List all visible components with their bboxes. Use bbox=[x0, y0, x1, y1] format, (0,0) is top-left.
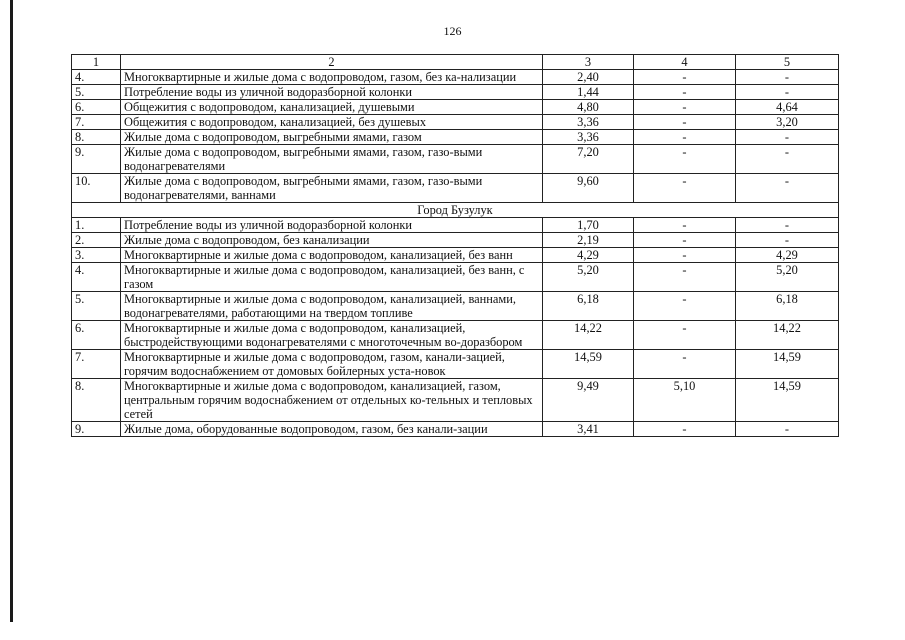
table-header-row bbox=[72, 55, 839, 70]
row-value-col4: - bbox=[634, 145, 736, 174]
table-row bbox=[72, 130, 839, 145]
row-number: 10. bbox=[72, 174, 121, 203]
row-value-col4: - bbox=[634, 85, 736, 100]
row-value-col5: 4,29 bbox=[736, 248, 839, 263]
row-value-col4: - bbox=[634, 321, 736, 350]
row-value-col5: 14,59 bbox=[736, 379, 839, 422]
row-value-col3: 2,40 bbox=[543, 70, 634, 85]
row-value-col4: - bbox=[634, 218, 736, 233]
row-value-col3: 4,80 bbox=[543, 100, 634, 115]
row-value-col5: 14,59 bbox=[736, 350, 839, 379]
row-description: Жилые дома с водопроводом, выгребными ямами, газом, газо-выми водонагревателями, ваннами bbox=[121, 174, 543, 203]
row-description: Общежития с водопроводом, канализацией, душевыми bbox=[121, 100, 543, 115]
table-row bbox=[72, 70, 839, 85]
row-description: Жилые дома, оборудованные водопроводом, газом, без канали-зации bbox=[121, 422, 543, 437]
row-value-col5: 14,22 bbox=[736, 321, 839, 350]
row-description: Потребление воды из уличной водоразборной колонки bbox=[121, 85, 543, 100]
row-value-col5: 4,64 bbox=[736, 100, 839, 115]
row-value-col5: - bbox=[736, 130, 839, 145]
table-row bbox=[72, 248, 839, 263]
row-value-col3: 3,41 bbox=[543, 422, 634, 437]
row-value-col3: 6,18 bbox=[543, 292, 634, 321]
row-number: 2. bbox=[72, 233, 121, 248]
row-number: 8. bbox=[72, 130, 121, 145]
table-row bbox=[72, 145, 839, 174]
header-cell: 5 bbox=[736, 55, 839, 70]
table-row bbox=[72, 350, 839, 379]
row-number: 7. bbox=[72, 350, 121, 379]
table-row bbox=[72, 379, 839, 422]
section-row bbox=[72, 203, 839, 218]
header-cell: 3 bbox=[543, 55, 634, 70]
row-number: 8. bbox=[72, 379, 121, 422]
row-value-col3: 3,36 bbox=[543, 115, 634, 130]
row-value-col3: 2,19 bbox=[543, 233, 634, 248]
row-description: Многоквартирные и жилые дома с водопроводом, канализацией, ваннами, водонагревателями, работающими на твердом топливе bbox=[121, 292, 543, 321]
row-value-col3: 9,49 bbox=[543, 379, 634, 422]
row-description: Потребление воды из уличной водоразборной колонки bbox=[121, 218, 543, 233]
row-value-col4: 5,10 bbox=[634, 379, 736, 422]
row-value-col5: - bbox=[736, 218, 839, 233]
table-row bbox=[72, 292, 839, 321]
table-row bbox=[72, 321, 839, 350]
row-value-col4: - bbox=[634, 292, 736, 321]
row-number: 6. bbox=[72, 100, 121, 115]
header-cell: 4 bbox=[634, 55, 736, 70]
table-row bbox=[72, 263, 839, 292]
norms-table bbox=[71, 54, 839, 437]
row-value-col5: 3,20 bbox=[736, 115, 839, 130]
row-value-col3: 5,20 bbox=[543, 263, 634, 292]
row-number: 5. bbox=[72, 292, 121, 321]
table-row bbox=[72, 233, 839, 248]
row-description: Многоквартирные и жилые дома с водопроводом, газом, без ка-нализации bbox=[121, 70, 543, 85]
row-value-col5: - bbox=[736, 233, 839, 248]
row-description: Многоквартирные и жилые дома с водопроводом, канализацией, без ванн, с газом bbox=[121, 263, 543, 292]
row-value-col4: - bbox=[634, 350, 736, 379]
row-value-col4: - bbox=[634, 70, 736, 85]
table-row bbox=[72, 85, 839, 100]
table-row bbox=[72, 174, 839, 203]
row-value-col5: - bbox=[736, 85, 839, 100]
row-value-col4: - bbox=[634, 115, 736, 130]
table-row bbox=[72, 100, 839, 115]
row-description: Жилые дома с водопроводом, без канализации bbox=[121, 233, 543, 248]
table-row bbox=[72, 115, 839, 130]
row-description: Жилые дома с водопроводом, выгребными ямами, газом bbox=[121, 130, 543, 145]
row-description: Жилые дома с водопроводом, выгребными ямами, газом, газо-выми водонагревателями bbox=[121, 145, 543, 174]
row-number: 9. bbox=[72, 145, 121, 174]
scan-margin-bar bbox=[10, 0, 13, 622]
row-value-col3: 1,70 bbox=[543, 218, 634, 233]
row-value-col5: 5,20 bbox=[736, 263, 839, 292]
row-value-col4: - bbox=[634, 174, 736, 203]
row-description: Многоквартирные и жилые дома с водопроводом, канализацией, быстродействующими водонагревателями с многоточечным во-доразбором bbox=[121, 321, 543, 350]
row-value-col3: 9,60 bbox=[543, 174, 634, 203]
row-value-col5: - bbox=[736, 174, 839, 203]
row-value-col3: 7,20 bbox=[543, 145, 634, 174]
row-number: 3. bbox=[72, 248, 121, 263]
header-cell: 2 bbox=[121, 55, 543, 70]
page-number: 126 bbox=[443, 24, 462, 38]
row-value-col4: - bbox=[634, 233, 736, 248]
row-value-col3: 14,22 bbox=[543, 321, 634, 350]
row-description: Многоквартирные и жилые дома с водопроводом, канализацией, без ванн bbox=[121, 248, 543, 263]
row-number: 5. bbox=[72, 85, 121, 100]
row-value-col3: 14,59 bbox=[543, 350, 634, 379]
row-value-col5: - bbox=[736, 145, 839, 174]
table-row bbox=[72, 218, 839, 233]
row-number: 1. bbox=[72, 218, 121, 233]
row-number: 4. bbox=[72, 263, 121, 292]
row-value-col4: - bbox=[634, 422, 736, 437]
row-number: 7. bbox=[72, 115, 121, 130]
row-description: Многоквартирные и жилые дома с водопроводом, канализацией, газом, центральным горячим водоснабжением от отдельных ко-тельных и тепловых сетей bbox=[121, 379, 543, 422]
row-value-col5: 6,18 bbox=[736, 292, 839, 321]
row-value-col3: 1,44 bbox=[543, 85, 634, 100]
row-number: 4. bbox=[72, 70, 121, 85]
row-value-col4: - bbox=[634, 130, 736, 145]
row-value-col3: 4,29 bbox=[543, 248, 634, 263]
row-number: 9. bbox=[72, 422, 121, 437]
table-row bbox=[72, 422, 839, 437]
section-title: Город Бузулук bbox=[72, 203, 839, 218]
row-number: 6. bbox=[72, 321, 121, 350]
row-value-col4: - bbox=[634, 248, 736, 263]
header-cell: 1 bbox=[72, 55, 121, 70]
row-value-col5: - bbox=[736, 422, 839, 437]
row-description: Многоквартирные и жилые дома с водопроводом, газом, канали-зацией, горячим водоснабжением от домовых бойлерных уста-новок bbox=[121, 350, 543, 379]
row-value-col5: - bbox=[736, 70, 839, 85]
row-value-col4: - bbox=[634, 263, 736, 292]
row-value-col3: 3,36 bbox=[543, 130, 634, 145]
row-description: Общежития с водопроводом, канализацией, без душевых bbox=[121, 115, 543, 130]
row-value-col4: - bbox=[634, 100, 736, 115]
